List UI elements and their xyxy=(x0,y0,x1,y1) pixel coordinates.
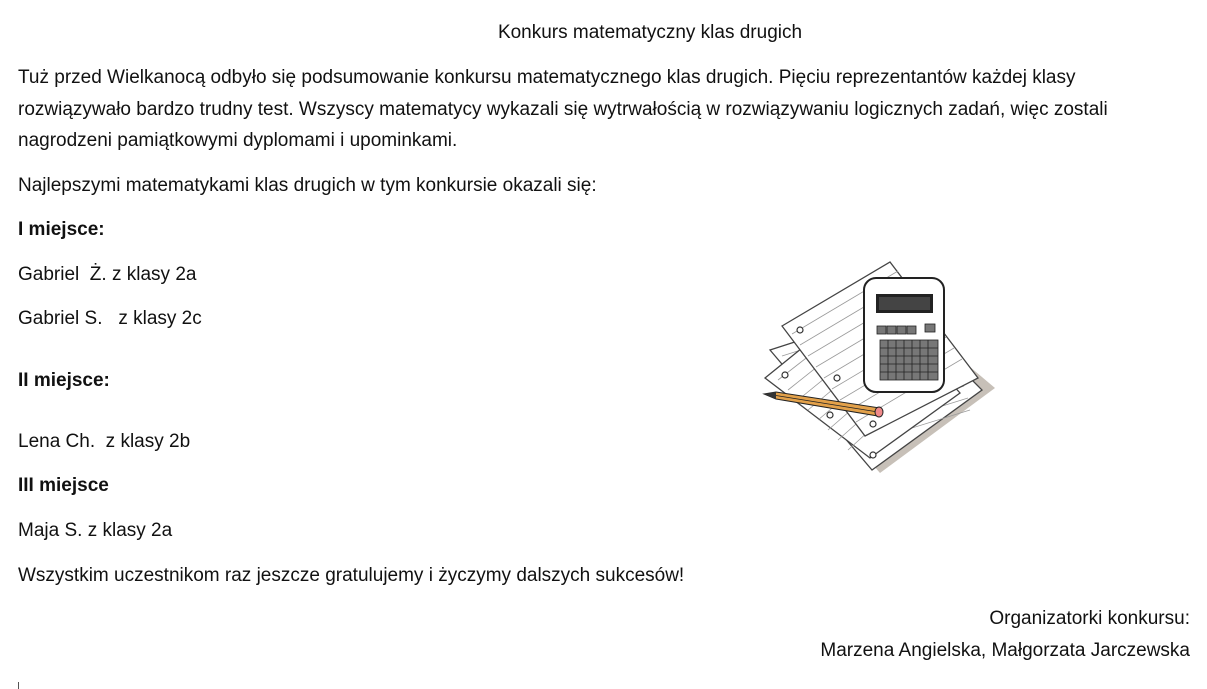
place1-winner2: Gabriel S. z klasy 2c xyxy=(18,308,202,329)
place1-heading: I miejsce: xyxy=(18,219,105,240)
intro-paragraph: Tuż przed Wielkanocą odbyło się podsumowanie konkursu matematycznego klas drugich. Pięciu reprezentantów każdej klasy rozwiązywało bardzo trudny test. Wszyscy matematycy wykazali się wytrwałością w rozwiązywaniu logicznych zadań, więc zostali nagrodzeni pamiątkowymi dyplomami i upominkami. xyxy=(18,67,1108,151)
calculator-papers-pencil-icon xyxy=(760,258,1000,478)
signature-names: Marzena Angielska, Małgorzata Jarczewska xyxy=(820,640,1190,661)
lead-text: Najlepszymi matematykami klas drugich w tym konkursie okazali się: xyxy=(18,175,597,196)
place2-heading: II miejsce: xyxy=(18,370,110,391)
document-title: Konkurs matematyczny klas drugich xyxy=(497,22,803,43)
place3-winner1: Maja S. z klasy 2a xyxy=(18,520,173,541)
text-cursor xyxy=(18,682,19,689)
signature-label: Organizatorki konkursu: xyxy=(989,608,1190,629)
place2-winner1: Lena Ch. z klasy 2b xyxy=(18,431,191,452)
place3-heading: III miejsce xyxy=(18,475,109,496)
place1-winner1: Gabriel Ż. z klasy 2a xyxy=(18,264,197,285)
closing-text: Wszystkim uczestnikom raz jeszcze gratulujemy i życzymy dalszych sukcesów! xyxy=(18,565,685,586)
